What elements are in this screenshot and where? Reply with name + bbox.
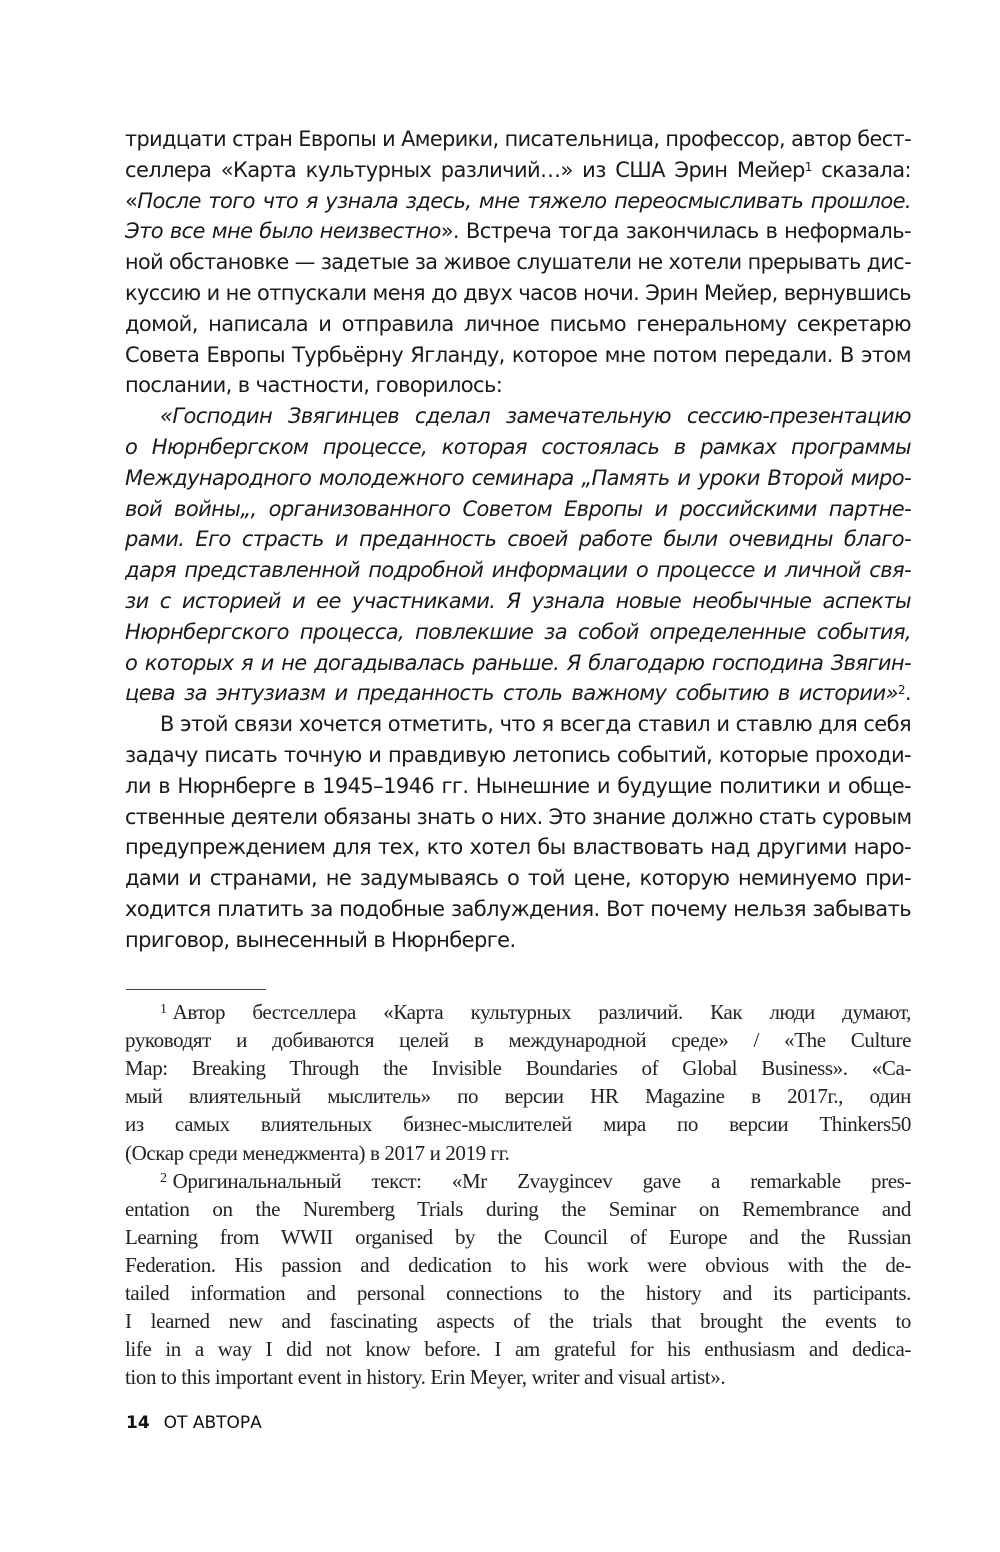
footnote-line <box>125 1195 911 1223</box>
footnote-number: 2 <box>160 1170 167 1186</box>
text-line <box>125 555 911 585</box>
italic-quote: Это все мне было неизвестно <box>125 219 441 244</box>
text-line <box>125 802 911 832</box>
text-line <box>125 247 911 277</box>
footnote-text: (Оскар среди менеджмента) в 2017 и 2019 гг. <box>125 1140 510 1165</box>
text-run: приговор, вынесенный в Нюрнберге. <box>125 927 516 952</box>
text-line <box>125 832 911 862</box>
text-run: В этой связи хочется отметить, что я всегда ставил и ставлю для себя <box>160 712 911 737</box>
page-footer <box>126 1413 262 1433</box>
text-line <box>160 709 911 739</box>
footnote-text: Оригинальнальный текст: «Mr Zvaygincev gave a remarkable pres- <box>172 1168 911 1193</box>
text-run: предупреждением для тех, кто хотел бы властвовать над другими наро- <box>125 835 911 860</box>
footnote-line <box>125 1082 911 1110</box>
text-run: « <box>125 188 138 213</box>
footnote-line <box>125 1139 911 1167</box>
footnote-text: life in a way I did not know before. I am grateful for his enthusiasm and dedica- <box>125 1337 911 1362</box>
italic-quote: Международного молодежного семинара „Память и уроки Второй миро- <box>125 465 911 490</box>
text-run: ственные деятели обязаны знать о них. Это знание должно стать суровым <box>125 804 912 829</box>
text-line <box>125 925 911 955</box>
text-run: селлера «Карта культурных различий…» из США Эрин Мейер <box>125 157 805 182</box>
footnote-line <box>125 1223 911 1251</box>
italic-quote: После того что я узнала здесь, мне тяжело переосмысливать прошлое. <box>137 188 911 213</box>
text-run: ли в Нюрнберге в 1945–1946 гг. Нынешние и будущие политики и обще- <box>125 773 911 798</box>
text-line <box>125 524 911 554</box>
text-line <box>125 186 911 216</box>
text-run: Совета Европы Турбьёрну Ягланду, которое мне потом передали. В этом <box>125 342 911 367</box>
footnote-ref: 2 <box>897 683 905 698</box>
footnote-text: Learning from WWII organised by the Council of Europe and the Russian <box>125 1224 911 1249</box>
italic-quote: Нюрнбергского процесса, повлекшие за собой определенные события, <box>125 619 911 644</box>
text-run: домой, написала и отправила личное письмо генеральному секретарю <box>125 311 911 336</box>
text-line <box>125 894 911 924</box>
italic-quote: вой войны„, организованного Советом Европы и российскими партне- <box>125 496 911 521</box>
footnote-line <box>125 1279 911 1307</box>
footnote-line <box>125 1363 911 1391</box>
text-line <box>125 463 911 493</box>
footnote-text: tailed information and personal connections to the history and its participants. <box>125 1281 911 1305</box>
text-run: сказала: <box>811 157 911 182</box>
footnote-text: I learned new and fascinating aspects of the trials that brought the events to <box>125 1309 911 1334</box>
text-line <box>125 370 911 400</box>
text-line <box>125 648 911 678</box>
footnote-line <box>125 1026 911 1054</box>
text-line <box>125 124 911 154</box>
footnote-ref: 1 <box>804 159 812 174</box>
italic-quote: зи с историей и ее участниками. Я узнала новые необычные аспекты <box>125 589 911 613</box>
footnote-text: руководят и добиваются целей в международной среде» / «The Culture <box>125 1028 911 1053</box>
text-run: дами и странами, не задумываясь о той цене, которую неминуемо при- <box>125 866 911 891</box>
footnote-line <box>160 998 911 1026</box>
italic-quote: о Нюрнбергском процессе, которая состоялась в рамках программы <box>125 435 911 459</box>
page-number: 14 <box>126 1413 150 1433</box>
section-title: ОТ АВТОРА <box>163 1413 262 1433</box>
italic-quote: «Господин Звягинцев сделал замечательную сессию-презентацию <box>160 404 911 429</box>
text-run: тридцати стран Европы и Америки, писательница, профессор, автор бест- <box>125 127 911 151</box>
footnote-line <box>125 1307 911 1335</box>
text-line <box>125 771 911 801</box>
footnote-line <box>125 1335 911 1363</box>
text-run: задачу писать точную и правдивую летопись событий, которые проходи- <box>125 743 911 767</box>
text-line <box>125 740 911 770</box>
footnote-text: Map: Breaking Through the Invisible Boundaries of Global Business». «Са- <box>125 1056 911 1081</box>
italic-quote: рами. Его страсть и преданность своей работе были очевидны благо- <box>125 527 911 552</box>
text-line <box>125 863 911 893</box>
footnote-line <box>125 1251 911 1279</box>
text-line <box>160 401 911 431</box>
italic-quote: о которых я и не догадывалась раньше. Я благодарю господина Звягин- <box>125 650 911 675</box>
text-run: ». Встреча тогда закончилась в неформаль- <box>440 219 911 244</box>
italic-quote: цева за энтузиазм и преданность столь важному событию в истории» <box>125 681 898 706</box>
text-line <box>125 617 911 647</box>
text-line <box>125 340 911 370</box>
footnote-number: 1 <box>160 1002 167 1017</box>
text-run: куссию и не отпускали меня до двух часов ночи. Эрин Мейер, вернувшись <box>125 281 911 305</box>
text-run: . <box>904 681 911 706</box>
text-run: ходится платить за подобные заблуждения. Вот почему нельзя забывать <box>125 897 911 921</box>
footnote-line <box>125 1054 911 1082</box>
footnote-text: Federation. His passion and dedication to his work were obvious with the de- <box>125 1252 911 1277</box>
text-line <box>125 432 911 462</box>
text-line <box>125 494 911 524</box>
footnote-line <box>160 1167 911 1195</box>
text-line <box>125 155 911 185</box>
text-line <box>125 309 911 339</box>
footnote-text: из самых влиятельных бизнес-мыслителей мира по версии Thinkers50 <box>125 1112 911 1137</box>
footnote-text: Автор бестселлера «Карта культурных различий. Как люди думают, <box>172 1000 911 1024</box>
footnote-text: entation on the Nuremberg Trials during the Seminar on Remembrance and <box>125 1196 911 1221</box>
text-line <box>125 216 911 246</box>
footnote-separator <box>126 989 266 990</box>
text-run: послании, в частности, говорилось: <box>125 373 503 398</box>
footnote-line <box>125 1110 911 1138</box>
footnote-text: мый влиятельный мыслитель» по версии HR Magazine в 2017г., один <box>125 1084 911 1109</box>
text-line <box>125 678 911 708</box>
text-line <box>125 278 911 308</box>
text-line <box>125 586 911 616</box>
footnote-text: tion to this important event in history. Erin Meyer, writer and visual artist». <box>125 1365 726 1390</box>
italic-quote: даря представленной подробной информации о процессе и личной свя- <box>125 558 911 583</box>
text-run: ной обстановке — задетые за живое слушатели не хотели прерывать дис- <box>125 250 912 275</box>
